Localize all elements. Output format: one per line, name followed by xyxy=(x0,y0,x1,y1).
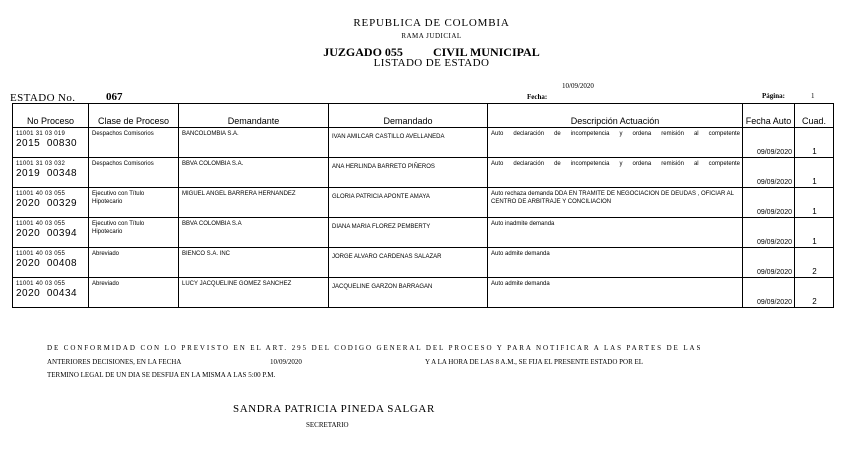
cell-fecha-auto: 09/09/2020 xyxy=(743,188,795,218)
cell-demandado: DIANA MARIA FLOREZ PEMBERTY xyxy=(329,218,488,248)
cell-demandado: IVAN AMILCAR CASTILLO AVELLANEDA xyxy=(329,128,488,158)
cell-descripcion: Auto admite demanda xyxy=(488,278,743,308)
juzgado-tipo: CIVIL MUNICIPAL xyxy=(432,45,540,59)
cell-demandante: BBVA COLOMBIA S.A xyxy=(179,218,329,248)
proceso-year-number xyxy=(16,288,86,299)
cell-descripcion: Auto admite demanda xyxy=(488,248,743,278)
proceso-year-number xyxy=(16,198,86,209)
cell-proceso xyxy=(13,218,89,248)
top-date: 10/09/2020 xyxy=(562,82,594,90)
table-row xyxy=(13,248,834,278)
cell-proceso xyxy=(13,278,89,308)
proceso-year-number xyxy=(16,258,86,269)
cell-fecha-auto: 09/09/2020 xyxy=(743,218,795,248)
col-demandado: Demandado xyxy=(329,104,488,128)
signatory-name: SANDRA PATRICIA PINEDA SALGAR xyxy=(233,403,435,415)
estado-label: ESTADO No. xyxy=(10,92,76,104)
cell-proceso xyxy=(13,158,89,188)
proceso-code: 11001 40 03 055 xyxy=(16,251,66,257)
proceso-number: 00408 xyxy=(46,258,78,269)
cell-descripcion: Auto declaración de incompetencia y ordena remisión al competente xyxy=(488,158,743,188)
proceso-year-number xyxy=(16,138,86,149)
cell-proceso xyxy=(13,128,89,158)
proceso-code: 11001 31 03 032 xyxy=(16,161,66,167)
proceso-year: 2020 xyxy=(16,288,41,299)
col-clase: Clase de Proceso xyxy=(89,104,179,128)
juzgado-number: JUZGADO 055 xyxy=(323,45,403,59)
cell-clase: Ejecutivo con Título Hipotecario xyxy=(89,188,179,218)
proceso-code: 11001 31 03 019 xyxy=(16,131,66,137)
cell-fecha-auto: 09/09/2020 xyxy=(743,248,795,278)
cell-cuad: 2 xyxy=(795,278,834,308)
cell-descripcion: Auto declaración de incompetencia y ordena remisión al competente xyxy=(488,128,743,158)
cell-descripcion: Auto rechaza demanda DDA EN TRAMITE DE NEGOCIACION DE DEUDAS , OFICIAR AL CENTRO DE ARBITRAJE Y CONCILIACION xyxy=(488,188,743,218)
pagina-label: Página: xyxy=(762,92,785,100)
estado-number: 067 xyxy=(106,91,123,103)
cell-proceso xyxy=(13,248,89,278)
cell-clase: Despachos Comisorios xyxy=(89,158,179,188)
col-demandante: Demandante xyxy=(179,104,329,128)
cell-demandado: JORGE ALVARO CARDENAS SALAZAR xyxy=(329,248,488,278)
cell-demandado: GLORIA PATRICIA APONTE AMAYA xyxy=(329,188,488,218)
table-row xyxy=(13,218,834,248)
proceso-year: 2020 xyxy=(16,198,41,209)
cell-fecha-auto: 09/09/2020 xyxy=(743,128,795,158)
cell-cuad: 2 xyxy=(795,248,834,278)
proceso-year-number xyxy=(16,168,86,179)
cell-cuad: 1 xyxy=(795,158,834,188)
col-proceso: No Proceso xyxy=(13,104,89,128)
table-row xyxy=(13,278,834,308)
proceso-year: 2020 xyxy=(16,258,41,269)
footer-line-2-left: ANTERIORES DECISIONES, EN LA FECHA xyxy=(47,358,182,366)
fecha-label: Fecha: xyxy=(527,93,548,101)
cell-clase: Despachos Comisorios xyxy=(89,128,179,158)
header-listado: LISTADO DE ESTADO xyxy=(373,57,490,69)
proceso-number: 00348 xyxy=(46,168,78,179)
proceso-year: 2020 xyxy=(16,228,41,239)
cell-demandante: LUCY JACQUELINE GOMEZ SANCHEZ xyxy=(179,278,329,308)
table-row xyxy=(13,188,834,218)
header-rama-judicial: RAMA JUDICIAL xyxy=(401,32,462,40)
proceso-year-number xyxy=(16,228,86,239)
proceso-code: 11001 40 03 055 xyxy=(16,221,66,227)
estados-table xyxy=(12,103,834,308)
cell-clase: Ejecutivo con Título Hipotecario xyxy=(89,218,179,248)
cell-demandante: BANCOLOMBIA S.A. xyxy=(179,128,329,158)
proceso-code: 11001 40 03 055 xyxy=(16,281,66,287)
proceso-code: 11001 40 03 055 xyxy=(16,191,66,197)
cell-clase: Abreviado xyxy=(89,248,179,278)
proceso-number: 00830 xyxy=(46,138,78,149)
cell-demandado: ANA HERLINDA BARRETO PIÑEROS xyxy=(329,158,488,188)
cell-demandante: MIGUEL ANGEL BARRERA HERNANDEZ xyxy=(179,188,329,218)
col-descripcion: Descripción Actuación xyxy=(488,104,743,128)
table-header-row xyxy=(13,104,834,128)
pagina-value: 1 xyxy=(811,92,815,100)
footer-line-1: DE CONFORMIDAD CON LO PREVISTO EN EL ART. 295 DEL CODIGO GENERAL DEL PROCESO Y PARA NOTIFICAR A LAS PARTES DE LAS xyxy=(47,344,703,352)
cell-cuad: 1 xyxy=(795,128,834,158)
signatory-title: SECRETARIO xyxy=(306,421,349,429)
proceso-year: 2015 xyxy=(16,138,41,149)
table-row xyxy=(13,128,834,158)
cell-demandado: JACQUELINE GARZON BARRAGAN xyxy=(329,278,488,308)
proceso-number: 00394 xyxy=(46,228,78,239)
cell-fecha-auto: 09/09/2020 xyxy=(743,278,795,308)
proceso-number: 00434 xyxy=(46,288,78,299)
proceso-year: 2019 xyxy=(16,168,41,179)
cell-cuad: 1 xyxy=(795,188,834,218)
cell-cuad: 1 xyxy=(795,218,834,248)
cell-demandante: BBVA COLOMBIA S.A. xyxy=(179,158,329,188)
cell-clase: Abreviado xyxy=(89,278,179,308)
table-row xyxy=(13,158,834,188)
col-cuad: Cuad. xyxy=(795,104,834,128)
footer-line-2-date: 10/09/2020 xyxy=(270,358,302,366)
cell-descripcion: Auto inadmite demanda xyxy=(488,218,743,248)
col-fecha-auto: Fecha Auto xyxy=(743,104,795,128)
cell-demandante: BIENCO S.A. INC xyxy=(179,248,329,278)
cell-proceso xyxy=(13,188,89,218)
header-republica: REPUBLICA DE COLOMBIA xyxy=(353,17,510,29)
footer-line-3: TERMINO LEGAL DE UN DIA SE DESFIJA EN LA MISMA A LAS 5:00 P.M. xyxy=(47,371,276,379)
cell-fecha-auto: 09/09/2020 xyxy=(743,158,795,188)
footer-line-2-right: Y A LA HORA DE LAS 8 A.M., SE FIJA EL PRESENTE ESTADO POR EL xyxy=(425,358,644,366)
proceso-number: 00329 xyxy=(46,198,78,209)
